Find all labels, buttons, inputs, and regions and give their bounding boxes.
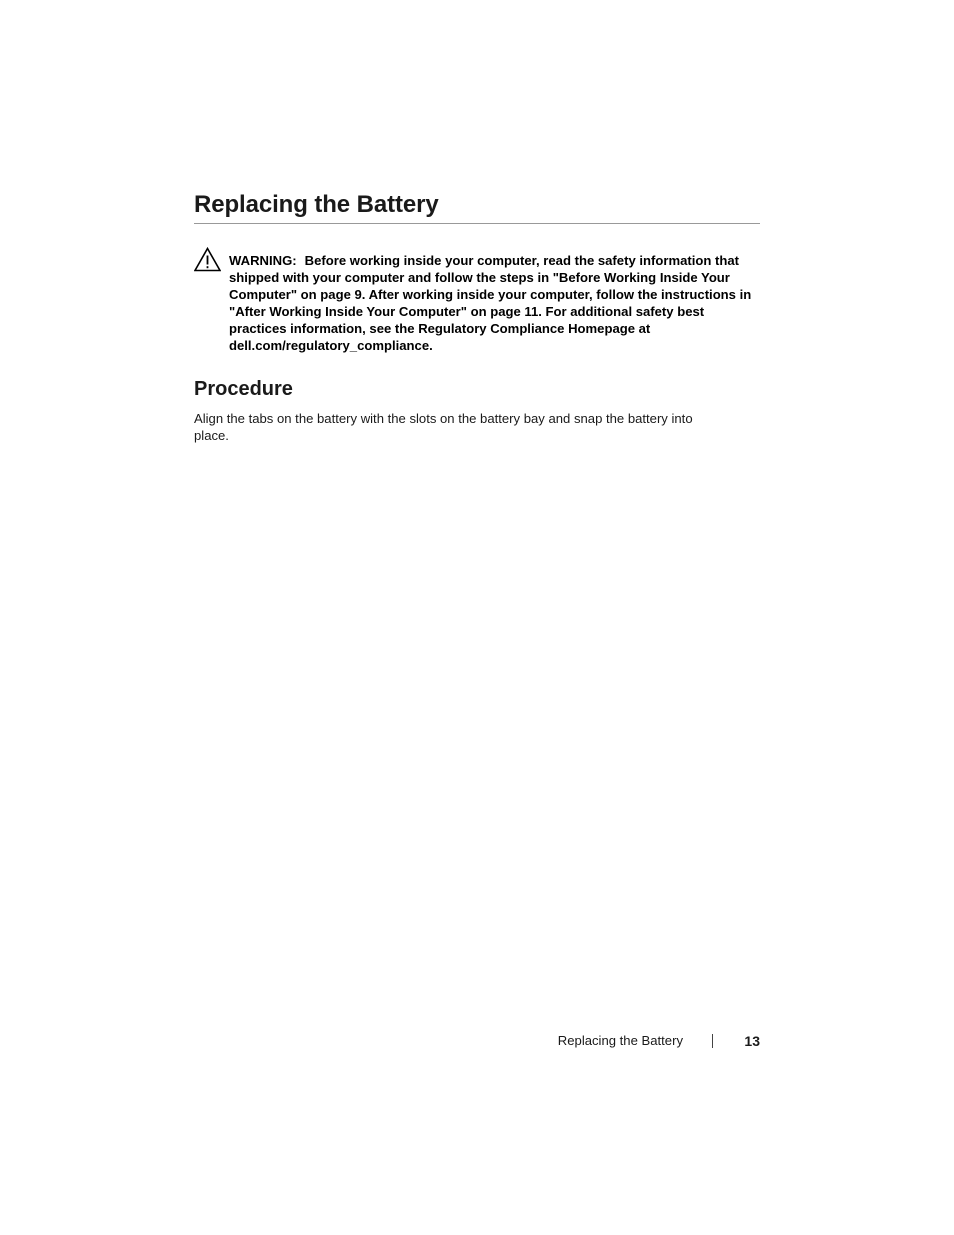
title-divider	[194, 223, 760, 224]
procedure-heading: Procedure	[194, 378, 293, 400]
warning-body: Before working inside your computer, read the safety information that shipped with your computer and follow the steps in "Before Working Inside Your Computer" on page 9. After working inside your computer, follow the instructions in "After Working Inside Your Computer" on page 11. For additional safety best practices information, see the Regulatory Compliance Homepage at dell.com/regulatory_compliance.	[229, 253, 752, 353]
warning-triangle-icon	[194, 247, 221, 272]
footer-chapter-title: Replacing the Battery	[557, 1033, 683, 1048]
warning-text	[229, 252, 760, 354]
footer-divider	[712, 1034, 713, 1048]
warning-label: WARNING:	[229, 253, 297, 268]
page-title: Replacing the Battery	[194, 191, 439, 218]
procedure-body: Align the tabs on the battery with the slots on the battery bay and snap the battery into place.	[194, 411, 693, 443]
footer-page-number: 13	[744, 1033, 760, 1049]
page-footer	[520, 1031, 760, 1051]
